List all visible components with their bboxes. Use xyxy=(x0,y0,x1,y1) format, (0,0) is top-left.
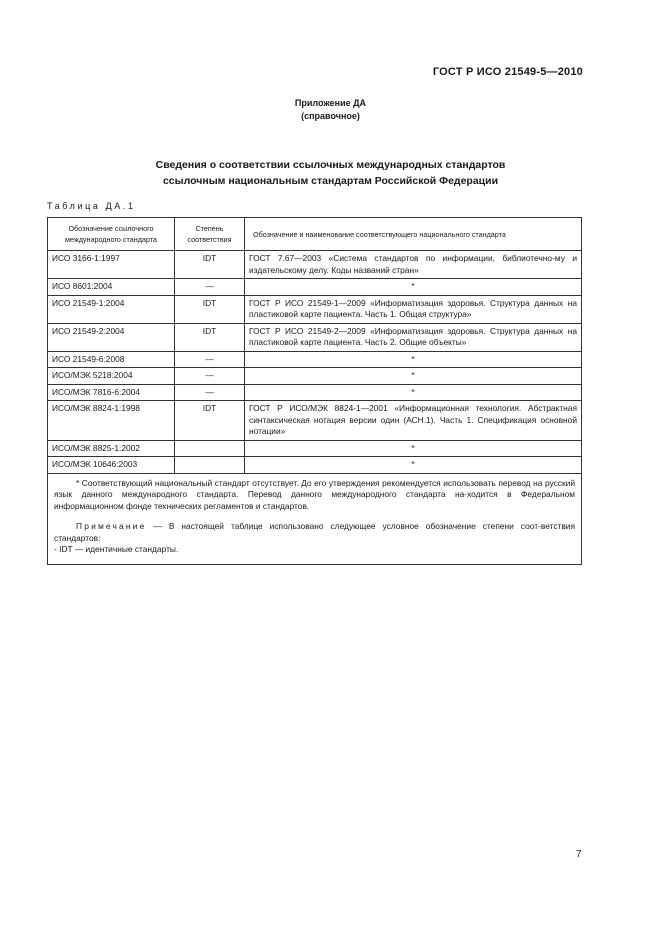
section-title xyxy=(0,157,661,189)
table-row xyxy=(48,401,582,441)
cell-national: * xyxy=(245,457,582,474)
cell-degree: IDT xyxy=(175,295,245,323)
cell-national: ГОСТ Р ИСО 21549-1—2009 «Информатизация здоровья. Структура данных на пластиковой карте пациента. Часть 1. Общая структура» xyxy=(245,295,582,323)
cell-international: ИСО/МЭК 8825-1:2002 xyxy=(48,440,175,457)
table-header-row xyxy=(48,218,582,251)
correspondence-table-container xyxy=(47,217,581,565)
table-row xyxy=(48,384,582,401)
cell-degree: IDT xyxy=(175,401,245,441)
table-row xyxy=(48,457,582,474)
table-row xyxy=(48,351,582,368)
cell-international: ИСО/МЭК 8824-1:1998 xyxy=(48,401,175,441)
column-header-degree: Степень соответствия xyxy=(175,218,245,251)
document-header-id: ГОСТ Р ИСО 21549-5—2010 xyxy=(432,66,583,78)
table-row xyxy=(48,368,582,385)
cell-degree: — xyxy=(175,368,245,385)
cell-national: ГОСТ 7.67—2003 «Система стандартов по информации, библиотечно-му и издательскому делу. Коды названий стран» xyxy=(245,251,582,279)
cell-degree: — xyxy=(175,279,245,296)
cell-degree: IDT xyxy=(175,323,245,351)
column-header-international: Обозначение ссылочного международного стандарта xyxy=(48,218,175,251)
table-row xyxy=(48,295,582,323)
column-header-national: Обозначение и наименование соответствующего национального стандарта xyxy=(245,218,582,251)
cell-degree xyxy=(175,457,245,474)
cell-degree xyxy=(175,440,245,457)
table-caption: Таблица ДА.1 xyxy=(47,201,136,211)
cell-national: * xyxy=(245,351,582,368)
cell-international: ИСО 21549-6:2008 xyxy=(48,351,175,368)
cell-international: ИСО 3166-1:1997 xyxy=(48,251,175,279)
note-label: Примечание xyxy=(76,521,147,531)
section-title-line-1: Сведения о соответствии ссылочных международных стандартов xyxy=(155,159,506,171)
table-note-row xyxy=(48,473,582,564)
page-number: 7 xyxy=(576,849,582,860)
cell-international: ИСО 21549-1:2004 xyxy=(48,295,175,323)
note-paragraph xyxy=(54,521,575,544)
table-row xyxy=(48,440,582,457)
table-row xyxy=(48,251,582,279)
cell-international: ИСО/МЭК 5218:2004 xyxy=(48,368,175,385)
cell-national: * xyxy=(245,368,582,385)
cell-national: ГОСТ Р ИСО 21549-2—2009 «Информатизация здоровья. Структура данных на пластиковой карте пациента. Часть 2. Общие объекты» xyxy=(245,323,582,351)
cell-degree: IDT xyxy=(175,251,245,279)
cell-international: ИСО/МЭК 10646:2003 xyxy=(48,457,175,474)
cell-national: * xyxy=(245,279,582,296)
section-title-line-2: ссылочным национальным стандартам Российской Федерации xyxy=(162,175,499,187)
note-text: — В настоящей таблице использовано следующее условное обозначение степени соот-ветствия стандартов: xyxy=(54,521,576,543)
table-row xyxy=(48,323,582,351)
cell-international: ИСО/МЭК 7816-6:2004 xyxy=(48,384,175,401)
cell-national: * xyxy=(245,440,582,457)
cell-international: ИСО 21549-2:2004 xyxy=(48,323,175,351)
appendix-subtitle: (справочное) xyxy=(301,111,360,121)
table-row xyxy=(48,279,582,296)
table-footnote-cell xyxy=(48,473,582,564)
correspondence-table xyxy=(47,217,582,565)
cell-degree: — xyxy=(175,384,245,401)
note-item: - IDT — идентичные стандарты. xyxy=(54,544,179,554)
cell-international: ИСО 8601:2004 xyxy=(48,279,175,296)
cell-national: ГОСТ Р ИСО/МЭК 8824-1—2001 «Информационная технология. Абстрактная синтаксическая нотация версии один (АСН.1). Часть 1. Спецификация основной нотации» xyxy=(245,401,582,441)
appendix-heading xyxy=(0,97,661,123)
footnote-text: * Соответствующий национальный стандарт отсутствует. До его утверждения рекомендуется использовать перевод на русский язык данного международного стандарта. Перевод данного международного стандарта на-ходится в Федеральном информационном фонде технических регламентов и стандартов. xyxy=(54,477,575,511)
cell-degree: — xyxy=(175,351,245,368)
appendix-title: Приложение ДА xyxy=(294,98,367,108)
cell-national: * xyxy=(245,384,582,401)
